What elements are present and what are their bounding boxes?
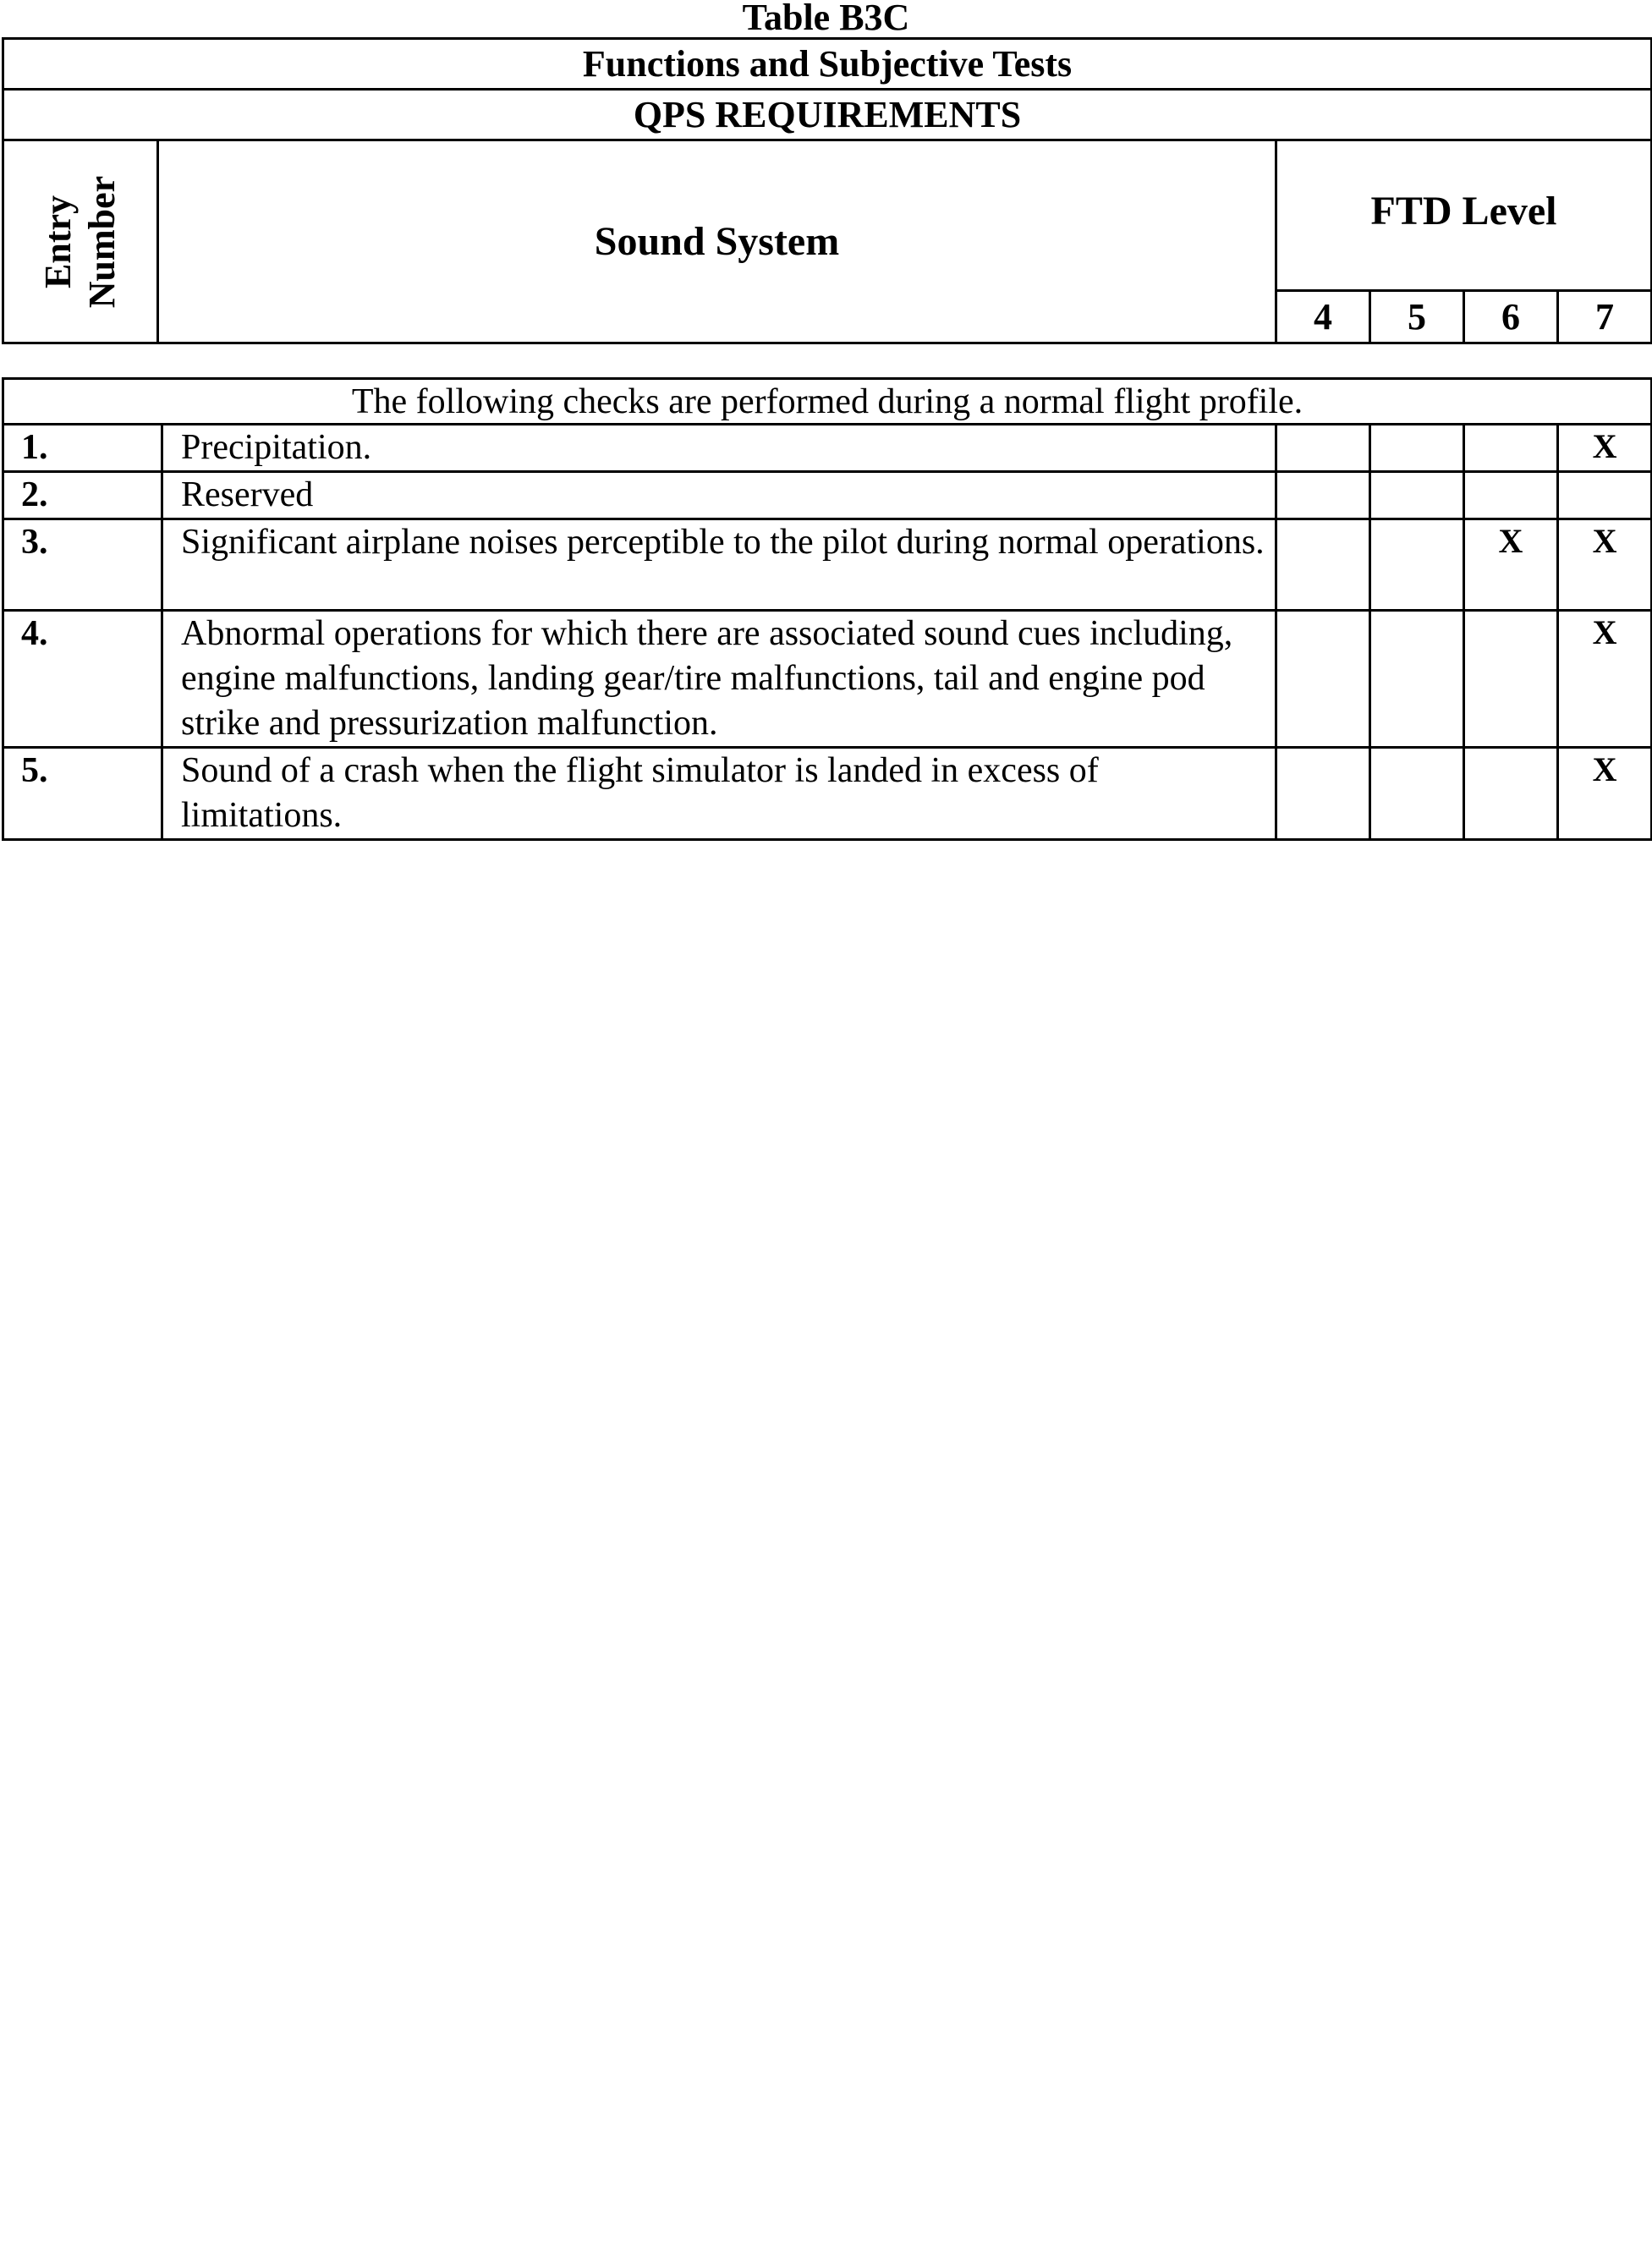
level-6-mark bbox=[1464, 425, 1558, 472]
entry-description: Abnormal operations for which there are associated sound cues including, engine malfunctions, landing gear/tire malfunctions, tail and engine pod strike and pressurization malfunction. bbox=[162, 611, 1276, 748]
entry-number-header bbox=[3, 140, 158, 343]
level-4-mark bbox=[1276, 748, 1370, 840]
level-4-mark bbox=[1276, 519, 1370, 611]
level-6-mark bbox=[1464, 472, 1558, 519]
level-5-mark bbox=[1370, 611, 1464, 748]
level-5-header: 5 bbox=[1370, 291, 1464, 343]
entry-description: Precipitation. bbox=[162, 425, 1276, 472]
entry-number: 4. bbox=[3, 611, 162, 748]
entry-number-label bbox=[36, 175, 124, 307]
table-row bbox=[3, 611, 1652, 748]
level-7-mark bbox=[1558, 472, 1652, 519]
table-row bbox=[3, 748, 1652, 840]
requirements-header-table bbox=[2, 37, 1652, 344]
level-5-mark bbox=[1370, 519, 1464, 611]
level-5-mark bbox=[1370, 425, 1464, 472]
level-5-mark bbox=[1370, 748, 1464, 840]
requirements-body-table bbox=[2, 377, 1652, 841]
level-6-mark bbox=[1464, 748, 1558, 840]
level-6-mark: X bbox=[1464, 519, 1558, 611]
level-5-mark bbox=[1370, 472, 1464, 519]
level-7-mark: X bbox=[1558, 611, 1652, 748]
ftd-level-header: FTD Level bbox=[1276, 140, 1652, 291]
level-7-mark: X bbox=[1558, 425, 1652, 472]
level-4-header: 4 bbox=[1276, 291, 1370, 343]
level-7-mark: X bbox=[1558, 519, 1652, 611]
entry-label-line2: Number bbox=[81, 175, 123, 308]
header-subtitle: QPS REQUIREMENTS bbox=[3, 90, 1652, 140]
header-title: Functions and Subjective Tests bbox=[3, 39, 1652, 90]
system-label: Sound System bbox=[158, 140, 1276, 343]
entry-description: Sound of a crash when the flight simulator is landed in excess of limitations. bbox=[162, 748, 1276, 840]
entry-description: Reserved bbox=[162, 472, 1276, 519]
entry-label-line1: Entry bbox=[37, 195, 79, 288]
table-title: Table B3C bbox=[742, 0, 910, 38]
level-4-mark bbox=[1276, 425, 1370, 472]
profile-note: The following checks are performed during a normal flight profile. bbox=[3, 379, 1652, 425]
level-7-header: 7 bbox=[1558, 291, 1652, 343]
level-4-mark bbox=[1276, 611, 1370, 748]
level-4-mark bbox=[1276, 472, 1370, 519]
entry-description: Significant airplane noises perceptible to the pilot during normal operations. bbox=[162, 519, 1276, 611]
level-6-header: 6 bbox=[1464, 291, 1558, 343]
entry-number: 5. bbox=[3, 748, 162, 840]
table-row bbox=[3, 519, 1652, 611]
table-row bbox=[3, 472, 1652, 519]
entry-number: 3. bbox=[3, 519, 162, 611]
level-7-mark: X bbox=[1558, 748, 1652, 840]
entry-number: 2. bbox=[3, 472, 162, 519]
entry-number: 1. bbox=[3, 425, 162, 472]
table-row bbox=[3, 425, 1652, 472]
level-6-mark bbox=[1464, 611, 1558, 748]
